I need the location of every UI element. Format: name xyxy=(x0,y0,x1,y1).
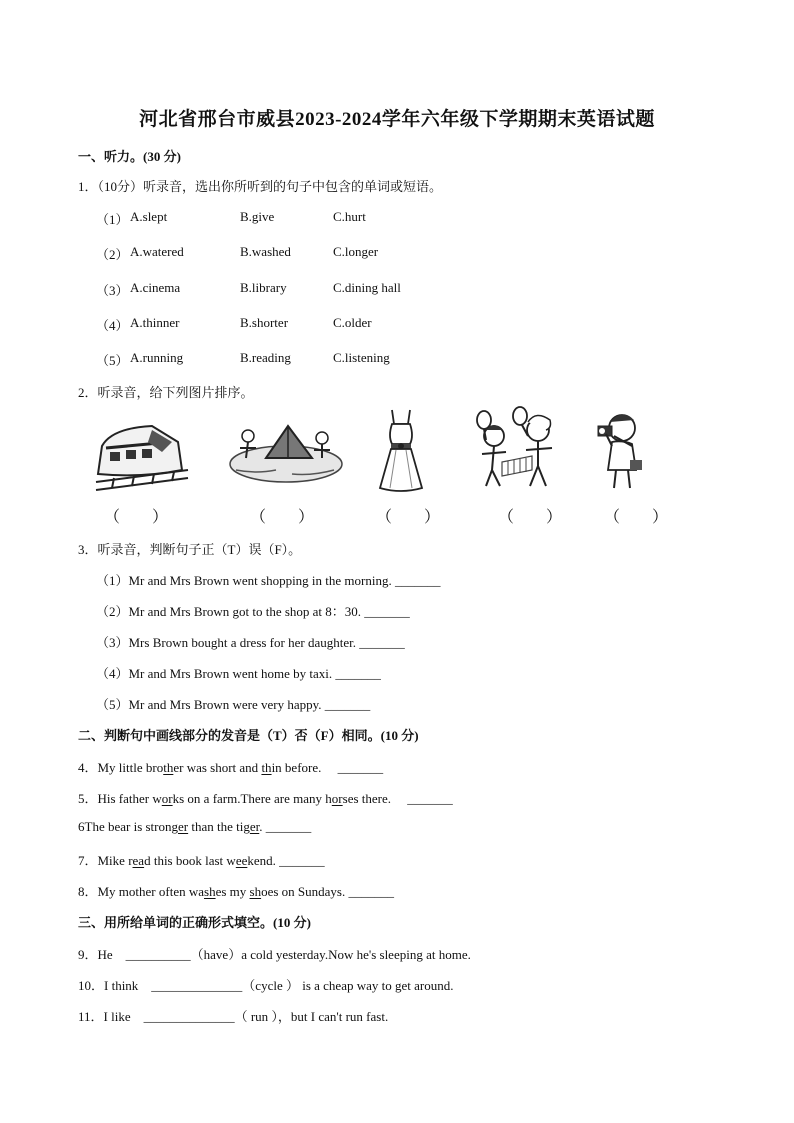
underlined-part: er xyxy=(178,819,189,834)
q3-item: （5）Mr and Mrs Brown were very happy. _______ xyxy=(96,697,371,712)
q1-prompt: 1．（10分）听录音，选出你所听到的句子中包含的单词或短语。 xyxy=(78,179,443,194)
q3-item: （2）Mr and Mrs Brown got to the shop at 8：30. _______ xyxy=(96,604,410,619)
section-3-heading: 三、用所给单词的正确形式填空。(10 分) xyxy=(78,915,311,930)
q1-row-num: （3） xyxy=(96,283,129,298)
q1-row-num: （5） xyxy=(96,353,129,368)
q1-option-c: C.hurt xyxy=(333,209,366,224)
q1-option-c: C.older xyxy=(333,315,372,330)
page-title: 河北省邢台市威县2023-2024学年六年级下学期期末英语试题 xyxy=(139,109,655,130)
q1-option-b: B.washed xyxy=(240,244,291,259)
underlined-part: sh xyxy=(204,884,216,899)
underlined-part: or xyxy=(331,791,343,806)
photo-taking-picture xyxy=(592,406,648,494)
q4: 4．My little brother was short and thin before. _______ xyxy=(78,760,384,775)
q8: 8．My mother often washes my shoes on Sundays. _______ xyxy=(78,884,394,899)
q6: 6The bear is stronger than the tiger. _______ xyxy=(78,819,312,834)
q2-answer-bracket-1[interactable]: （ ） xyxy=(104,509,169,526)
q10: 10．I think ______________（cycle ） is a cheap way to get around. xyxy=(78,978,454,993)
camping-picture xyxy=(226,412,344,488)
q2-answer-bracket-2[interactable]: （ ） xyxy=(250,509,315,526)
q1-row-num: （2） xyxy=(96,247,129,262)
q1-option-c: C.listening xyxy=(333,350,390,365)
q7: 7．Mike read this book last weekend. _______ xyxy=(78,853,325,868)
underlined-part: ea xyxy=(132,853,145,868)
q1-option-b: B.give xyxy=(240,209,275,224)
q5: 5．His father works on a farm.There are many horses there. _______ xyxy=(78,791,453,806)
q1-option-b: B.reading xyxy=(240,350,291,365)
q2-prompt: 2．听录音，给下列图片排序。 xyxy=(78,385,254,400)
q11: 11．I like ______________（ run ），but I can't run fast. xyxy=(78,1009,389,1024)
q2-picture-strip xyxy=(92,406,674,532)
q1-option-b: B.library xyxy=(240,280,287,295)
underlined-part: sh xyxy=(249,884,262,899)
section-1-heading: 一、听力。(30 分) xyxy=(78,149,181,164)
q1-option-a: A.slept xyxy=(130,209,168,224)
q2-answer-bracket-4[interactable]: （ ） xyxy=(498,509,563,526)
q3-prompt: 3．听录音，判断句子正（T）误（F）。 xyxy=(78,542,302,557)
q2-answer-bracket-5[interactable]: （ ） xyxy=(604,509,669,526)
underlined-part: ee xyxy=(235,853,248,868)
underlined-part: or xyxy=(161,791,173,806)
q1-option-a: A.watered xyxy=(130,244,184,259)
q1-option-a: A.cinema xyxy=(130,280,181,295)
q9: 9．He __________（have）a cold yesterday.Now he's sleeping at home. xyxy=(78,947,471,962)
q3-item: （1）Mr and Mrs Brown went shopping in the morning. _______ xyxy=(96,573,441,588)
q1-row-num: （1） xyxy=(96,212,129,227)
underlined-part: er xyxy=(249,819,260,834)
q1-option-c: C.longer xyxy=(333,244,379,259)
tennis-picture xyxy=(472,406,566,494)
q1-option-a: A.running xyxy=(130,350,184,365)
train-picture xyxy=(92,412,192,496)
q1-option-b: B.shorter xyxy=(240,315,289,330)
q3-item: （3）Mrs Brown bought a dress for her daughter. _______ xyxy=(96,635,405,650)
q3-item: （4）Mr and Mrs Brown went home by taxi. _______ xyxy=(96,666,381,681)
underlined-part: th xyxy=(163,760,174,775)
q1-option-a: A.thinner xyxy=(130,315,180,330)
q1-option-c: C.dining hall xyxy=(333,280,401,295)
q2-answer-bracket-3[interactable]: （ ） xyxy=(376,509,441,526)
dress-picture xyxy=(376,406,426,496)
section-2-heading: 二、判断句中画线部分的发音是（T）否（F）相同。(10 分) xyxy=(78,728,419,743)
underlined-part: th xyxy=(261,760,272,775)
q1-row-num: （4） xyxy=(96,318,129,333)
